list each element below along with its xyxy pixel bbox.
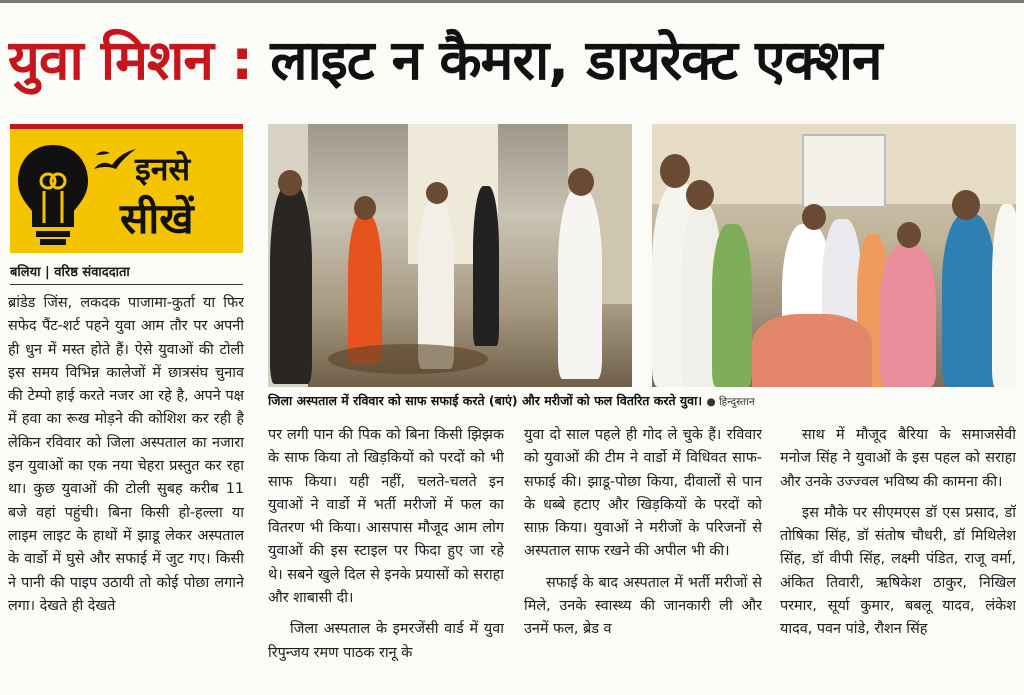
section-box (10, 124, 243, 253)
lightbulb-head-icon (14, 141, 92, 249)
paragraph: युवा दो साल पहले ही गोद ले चुके हैं। रविवार को युवाओं की टीम ने वार्डो में विधिवत साफ-सफाई की। झाडू-पोछा किया, दीवालों से पान के धब्बे हटाए और खिड़कियों के परदों को साफ़ किया। युवाओं ने मरीजों के परिजनों से अस्पताल साफ रखने की अपील भी की। (524, 427, 762, 560)
article-column-3 (524, 424, 762, 695)
photo-fruit-distribution (652, 124, 1016, 387)
caption-text: जिला अस्पताल में रविवार को साफ सफाई करते (बाएं) और मरीजों को फल वितरित करते युवा। (268, 393, 703, 408)
photo-caption (268, 392, 1016, 409)
article-column-4 (780, 424, 1016, 695)
article-column-1 (8, 292, 244, 695)
headline-title: लाइट न कैमरा, डायरेक्ट एक्शन (270, 28, 882, 92)
article-column-2 (268, 424, 504, 695)
paragraph: इस मौके पर सीएमएस डॉ एस प्रसाद, डॉ तोषिका सिंह, डॉ संतोष चौधरी, डॉ मिथिलेश सिंह, डॉ वीपी सिंह, लक्ष्मी पंडित, राजू वर्मा, अंकित तिवारी, ऋषिकेश ठाकुर, निखिल परमार, सूर्या कुमार, बबलू यादव, लंकेश यादव, पवन पांडे, रौशन सिंह (780, 504, 1016, 638)
headline-kicker: युवा मिशन : (8, 28, 253, 92)
section-title-line1: इनसे (135, 150, 191, 188)
paragraph: ब्रांडेड जिंस, लकदक पाजामा-कुर्ता या फिर सफेद पैंट-शर्ट पहने युवा आम तौर पर अपनी ही धुन में मस्त होते हैं। ऐसे युवाओं की टोली इस समय विभिन्न कालेजों में छात्रसंघ चुनाव की टेम्पो हाई करते नजर आ रहे है, अपने पक्ष में हवा का रूख मोड़ने की कोशिश कर रही है लेकिन रविवार को जिला अस्पताल का नजारा इन युवाओं का एक नया चेहरा प्रस्तुत कर रहा था। कुछ युवाओं की टोली सुबह करीब 11 बजे वहां पहुंची। बिना किसी हो-हल्ला या लाइम लाइट के हाथों में झाडू लेकर अस्पताल के वार्डो में घुसे और सफाई में जुट गए। किसी ने पानी की पाइप उठायी तो कोई पोछा लगाने लगा। देखते ही देखते (8, 295, 244, 614)
photo-credit: ● हिन्दुस्तान (706, 396, 755, 408)
photo-cleaning (268, 124, 632, 387)
headline (8, 12, 1018, 108)
paragraph: पर लगी पान की पिक को बिना किसी झिझक के साफ किया तो खिड़कियों को परदों को भी साफ किया। यही नहीं, चलते-चलते इन युवाओं ने वार्डो में भर्ती मरीजों में फल का वितरण भी किया। आसपास मौजूद आम लोग युवाओं की इस स्टाइल पर फिदा हुए जा रहे थे। सबने खुले दिल से इनके प्रयासों को सराहा और शाबासी दी। (268, 427, 504, 607)
birds-icon (90, 139, 140, 179)
top-rule (0, 0, 1024, 3)
paragraph: जिला अस्पताल के इमरजेंसी वार्ड में युवा रिपुन्जय रमण पाठक रानू के (268, 621, 504, 661)
byline: बलिया | वरिष्ठ संवाददाता (10, 262, 243, 285)
paragraph: साथ में मौजूद बैरिया के समाजसेवी मनोज सिंह ने युवाओं के इस पहल को सराहा और उनके उज्ज्वल भविष्य की कामना की। (780, 427, 1016, 490)
section-title-line2: सीखें (120, 194, 194, 243)
paragraph: सफाई के बाद अस्पताल में भर्ती मरीजों से मिले, उनके स्वास्थ्य की जानकारी ली और उनमें फल, ब्रेड व (524, 574, 762, 638)
